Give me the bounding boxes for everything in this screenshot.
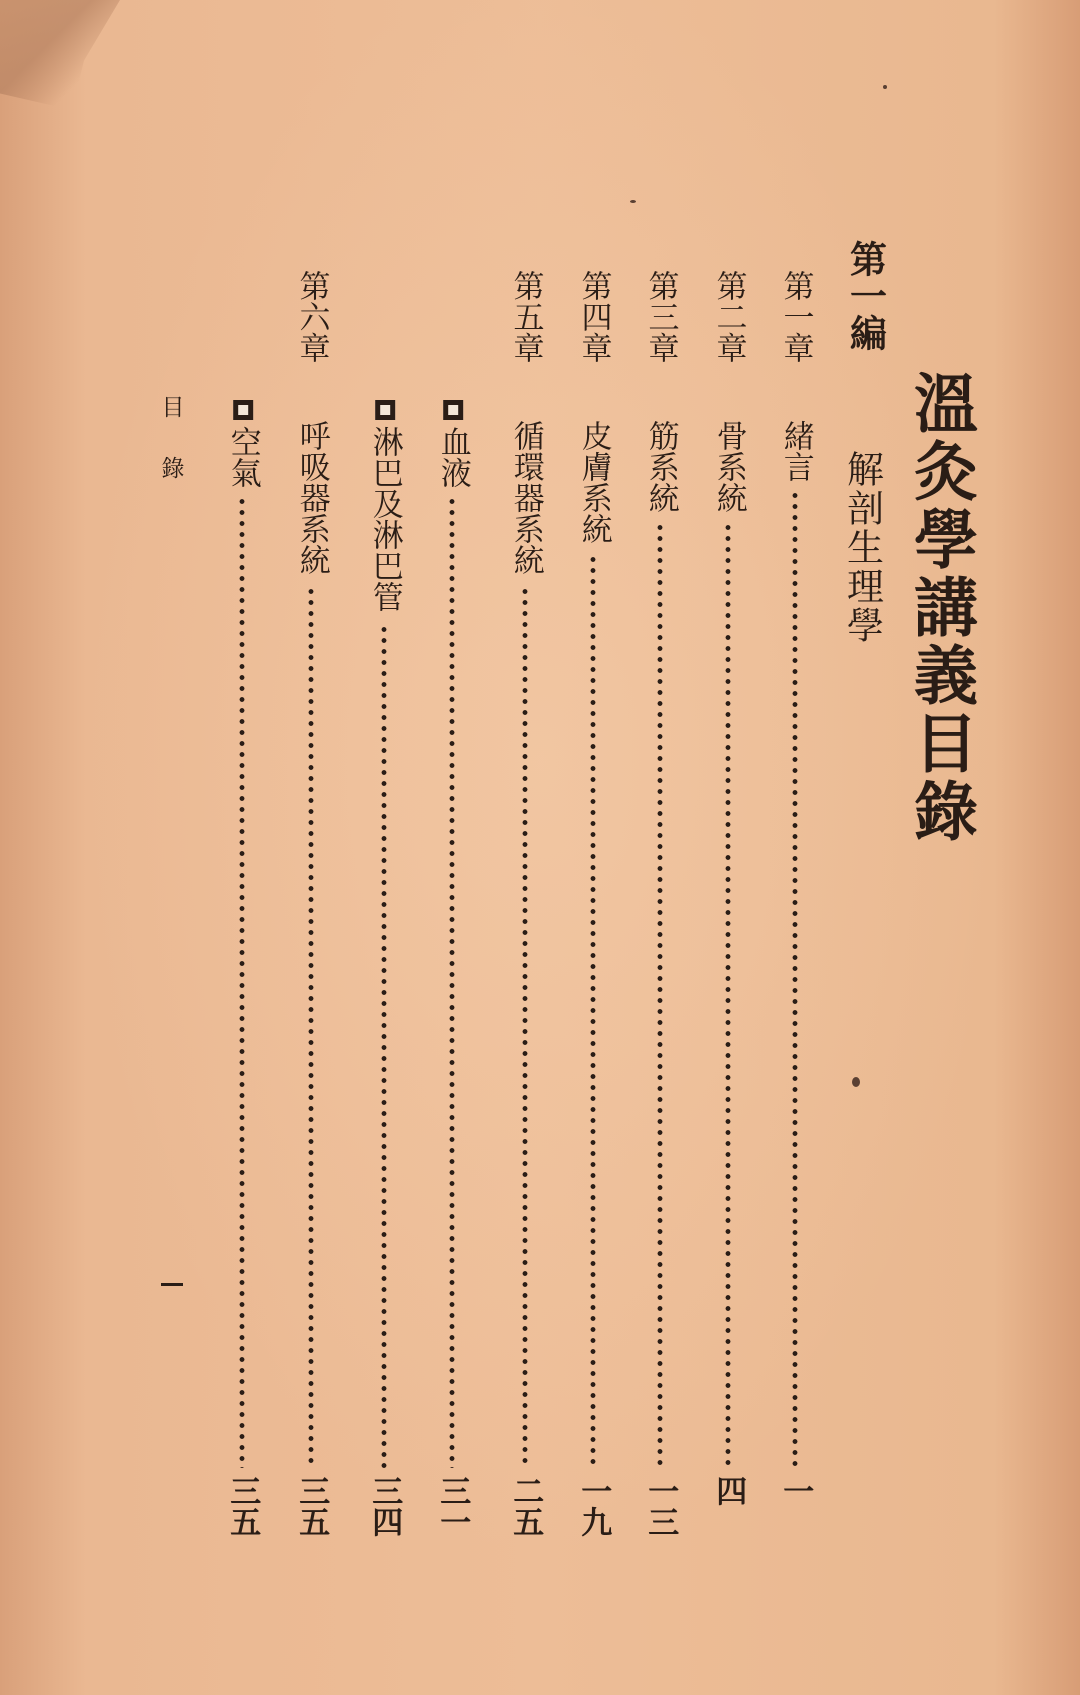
page-ref: 一九 xyxy=(575,1475,612,1537)
chapter-number: 第五章 xyxy=(507,270,544,363)
toc-entry[interactable] xyxy=(430,270,474,1620)
dot-leader xyxy=(792,490,798,1468)
chapter-number: 第三章 xyxy=(642,270,679,363)
paper-speck xyxy=(883,85,887,89)
chapter-number: 第四章 xyxy=(575,270,612,363)
dot-leader xyxy=(381,624,387,1468)
dot-leader xyxy=(590,554,596,1468)
entry-title xyxy=(224,400,261,488)
toc-entry[interactable] xyxy=(571,270,615,1620)
section-marker-icon xyxy=(375,400,395,420)
entry-title xyxy=(642,420,679,513)
section-marker-icon xyxy=(443,400,463,420)
folded-corner xyxy=(0,0,120,110)
part-label: 第一編 xyxy=(843,240,888,351)
entry-title xyxy=(710,420,747,513)
dot-leader xyxy=(239,496,245,1468)
section-marker-icon xyxy=(233,400,253,420)
dot-leader xyxy=(449,496,455,1468)
page-ref: 三四 xyxy=(366,1475,403,1537)
entry-title xyxy=(293,420,330,575)
entry-title xyxy=(777,420,814,482)
page-ref: 三五 xyxy=(293,1475,330,1537)
entry-title-text: 循環器系統 xyxy=(507,420,544,575)
entry-title xyxy=(507,420,544,575)
part-title: 解剖生理學 xyxy=(840,450,884,645)
running-footer-label: 目錄 xyxy=(157,395,184,517)
dot-leader xyxy=(725,522,731,1468)
entry-title xyxy=(366,400,403,612)
page-title: 溫灸學講義目錄 xyxy=(903,370,978,846)
entry-title-text: 空氣 xyxy=(224,426,261,488)
entry-title-text: 呼吸器系統 xyxy=(293,420,330,575)
entry-title-text: 緒言 xyxy=(777,420,814,482)
entry-title-text: 筋系統 xyxy=(642,420,679,513)
entry-title xyxy=(434,400,471,488)
chapter-number: 第六章 xyxy=(293,270,330,363)
page-number xyxy=(161,1283,183,1286)
page-ref: 二五 xyxy=(507,1475,544,1537)
page-ref: 三五 xyxy=(224,1475,261,1537)
page-ref: 三一 xyxy=(434,1475,471,1537)
chapter-number: 第二章 xyxy=(710,270,747,363)
toc-entry[interactable] xyxy=(503,270,547,1620)
toc-entry[interactable] xyxy=(220,270,264,1620)
paper-speck xyxy=(852,1077,860,1087)
page-ref: 四 xyxy=(710,1475,747,1506)
entry-title-text: 皮膚系統 xyxy=(575,420,612,544)
toc-entry[interactable] xyxy=(638,270,682,1620)
toc-entry[interactable] xyxy=(362,270,406,1620)
page-ref: 一 xyxy=(777,1475,814,1506)
entry-title xyxy=(575,420,612,544)
paper-speck xyxy=(630,200,636,203)
dot-leader xyxy=(657,522,663,1468)
chapter-number: 第一章 xyxy=(777,270,814,363)
entry-title-text: 血液 xyxy=(434,426,471,488)
dot-leader xyxy=(308,586,314,1468)
entry-title-text: 淋巴及淋巴管 xyxy=(366,426,403,612)
entry-title-text: 骨系統 xyxy=(710,420,747,513)
page-ref: 一三 xyxy=(642,1475,679,1537)
dot-leader xyxy=(522,586,528,1468)
toc-entry[interactable] xyxy=(706,270,750,1620)
toc-entry[interactable] xyxy=(289,270,333,1620)
toc-entry[interactable] xyxy=(773,270,817,1620)
